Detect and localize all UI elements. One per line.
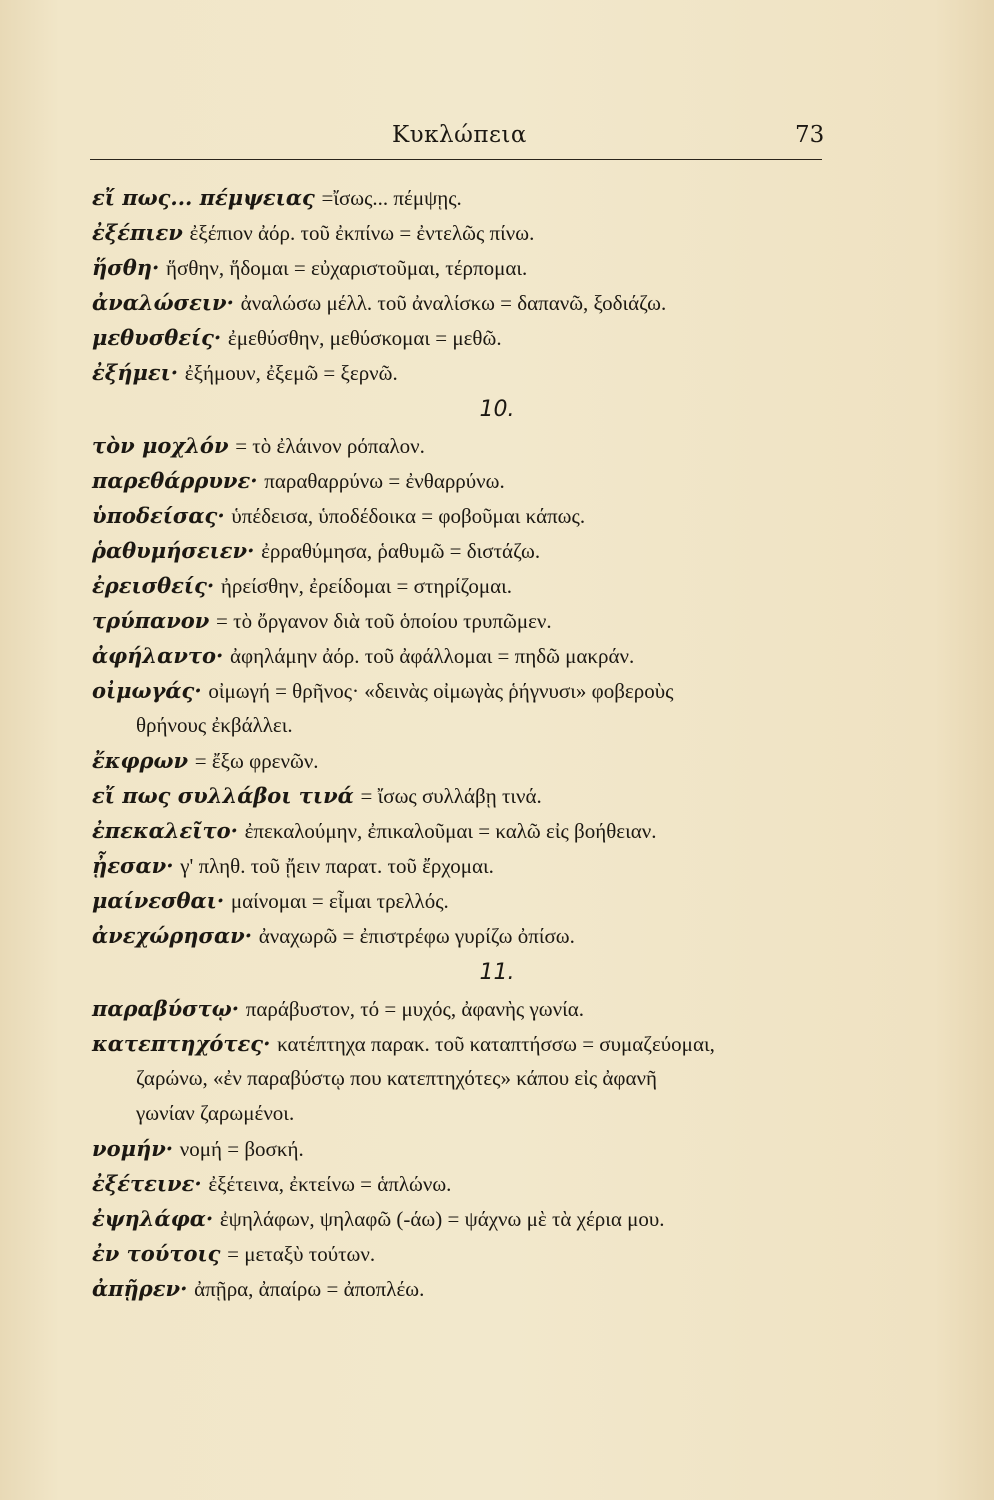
glossary-continuation [0, 708, 994, 743]
entry-lemma: τὸν μοχλόν [92, 433, 229, 458]
glossary-entry [0, 991, 994, 1026]
entry-gloss: ὑπέδεισα, ὑποδέδοικα = φοβοῦμαι κάπως. [231, 504, 586, 528]
section-number: 10. [479, 397, 515, 422]
entry-gloss: γ' πληθ. τοῦ ᾔειν παρατ. τοῦ ἔρχομαι. [180, 854, 494, 878]
entry-lemma: οἰμωγάς· [92, 678, 202, 703]
glossary-continuation [0, 1061, 994, 1096]
page-number: 73 [795, 122, 825, 148]
entry-gloss: =ἴσως... πέμψῃς. [321, 186, 462, 210]
entry-gloss: = μεταξὺ τούτων. [227, 1242, 376, 1266]
entry-lemma: παρεθάρρυνε· [92, 468, 258, 493]
entry-gloss: = τὸ ἐλάινον ρόπαλον. [235, 434, 425, 458]
entry-gloss: = τὸ ὄργανον διὰ τοῦ ὁποίου τρυπῶμεν. [216, 609, 552, 633]
glossary-entry [0, 533, 994, 568]
entry-lemma: παραβύστῳ· [92, 996, 240, 1021]
entry-lemma: ἀναλώσειν· [92, 290, 234, 315]
header-rule [90, 159, 822, 160]
glossary-entry [0, 355, 994, 390]
glossary-entry [0, 848, 994, 883]
entry-lemma: κατεπτηχότες· [92, 1031, 271, 1056]
entry-gloss: παραθαρρύνω = ἐνθαρρύνω. [264, 469, 505, 493]
entry-gloss: νομή = βοσκή. [179, 1137, 304, 1161]
entry-gloss: ἥσθην, ἥδομαι = εὐχαριστοῦμαι, τέρπομαι. [166, 256, 528, 280]
entry-lemma: ἐρεισθείς· [92, 573, 215, 598]
glossary-entry [0, 1236, 994, 1271]
glossary-entry [0, 813, 994, 848]
glossary-entry [0, 1131, 994, 1166]
entry-lemma: νομήν· [92, 1136, 174, 1161]
glossary-entry [0, 638, 994, 673]
entry-gloss: ἐρραθύμησα, ῥαθυμῶ = διστάζω. [261, 539, 541, 563]
entry-lemma: ἐν τούτοις [92, 1241, 221, 1266]
glossary-entry [0, 180, 994, 215]
entry-gloss: ἐψηλάφων, ψηλαφῶ (-άω) = ψάχνω μὲ τὰ χέρια μου. [219, 1207, 665, 1231]
glossary-entry [0, 250, 994, 285]
entry-gloss: ἀπῇρα, ἀπαίρω = ἀποπλέω. [194, 1277, 425, 1301]
entry-lemma: ὑποδείσας· [92, 503, 225, 528]
entry-lemma: μαίνεσθαι· [92, 888, 225, 913]
section-heading [0, 390, 994, 428]
glossary-entry [0, 568, 994, 603]
entry-lemma: ἐξήμει· [92, 360, 179, 385]
glossary-entry [0, 673, 994, 708]
running-head [0, 122, 994, 158]
gloss-text: γωνίαν ζαρωμένοι. [136, 1101, 295, 1125]
entry-lemma: ἀπῇρεν· [92, 1276, 188, 1301]
entry-gloss: ἐξέτεινα, ἐκτείνω = ἁπλώνω. [208, 1172, 452, 1196]
entry-gloss: ἐμεθύσθην, μεθύσκομαι = μεθῶ. [227, 326, 502, 350]
glossary-entry [0, 778, 994, 813]
entry-lemma: εἴ πως... πέμψειας [92, 185, 315, 210]
entry-lemma: ἀφήλαντο· [92, 643, 224, 668]
glossary-entry [0, 463, 994, 498]
section-number: 11. [479, 960, 515, 985]
glossary-entry [0, 918, 994, 953]
entry-lemma: ἐξέτεινε· [92, 1171, 202, 1196]
entry-gloss: ἠρείσθην, ἐρείδομαι = στηρίζομαι. [220, 574, 513, 598]
entry-gloss: ἀφηλάμην ἀόρ. τοῦ ἀφάλλομαι = πηδῶ μακράν. [230, 644, 635, 668]
entry-gloss: = ἔξω φρενῶν. [194, 749, 319, 773]
gloss-text: θρήνους ἐκβάλλει. [136, 713, 293, 737]
glossary-entry [0, 603, 994, 638]
entry-gloss: ἐξήμουν, ἐξεμῶ = ξερνῶ. [184, 361, 398, 385]
entry-lemma: ἐπεκαλεῖτο· [92, 818, 238, 843]
entry-gloss: ἐξέπιον ἀόρ. τοῦ ἐκπίνω = ἐντελῶς πίνω. [189, 221, 535, 245]
entry-lemma: ἔκφρων [92, 748, 189, 773]
entry-lemma: εἴ πως συλλάβοι τινά [92, 783, 354, 808]
entry-lemma: ἀνεχώρησαν· [92, 923, 253, 948]
entry-gloss: παράβυστον, τό = μυχός, ἀφανὴς γωνία. [245, 997, 584, 1021]
entry-gloss: ἀναχωρῶ = ἐπιστρέφω γυρίζω ὀπίσω. [258, 924, 575, 948]
entry-gloss: ἐπεκαλούμην, ἐπικαλοῦμαι = καλῶ εἰς βοήθειαν. [244, 819, 657, 843]
glossary-entry [0, 1026, 994, 1061]
entry-lemma: ἐξέπιεν [92, 220, 183, 245]
glossary-entry [0, 498, 994, 533]
gloss-text: ζαρώνω, «ἐν παραβύστῳ που κατεπτηχότες» κάπου εἰς ἀφανῆ [136, 1066, 658, 1090]
entry-gloss: = ἴσως συλλάβῃ τινά. [360, 784, 542, 808]
glossary-continuation [0, 1096, 994, 1131]
entry-lemma: ῥαθυμήσειεν· [92, 538, 255, 563]
entry-gloss: μαίνομαι = εἶμαι τρελλός. [230, 889, 449, 913]
entry-lemma: ἐψηλάφα· [92, 1206, 214, 1231]
entry-lemma: ᾖεσαν· [92, 853, 174, 878]
glossary-entry [0, 215, 994, 250]
section-heading [0, 953, 994, 991]
entry-lemma: μεθυσθείς· [92, 325, 222, 350]
glossary-entry [0, 1166, 994, 1201]
glossary-list [0, 180, 994, 1306]
glossary-entry [0, 1201, 994, 1236]
glossary-entry [0, 743, 994, 778]
entry-gloss: κατέπτηχα παρακ. τοῦ καταπτήσσω = συμαζεύομαι, [277, 1032, 715, 1056]
glossary-entry [0, 883, 994, 918]
glossary-entry [0, 285, 994, 320]
entry-gloss: οἰμωγή = θρῆνος· «δεινὰς οἰμωγὰς ῥήγνυσι» φοβεροὺς [208, 679, 674, 703]
entry-lemma: ἥσθη· [92, 255, 160, 280]
glossary-entry [0, 428, 994, 463]
entry-gloss: ἀναλώσω μέλλ. τοῦ ἀναλίσκω = δαπανῶ, ξοδιάζω. [240, 291, 667, 315]
glossary-entry [0, 320, 994, 355]
running-title: Κυκλώπεια [392, 122, 527, 148]
glossary-entry [0, 1271, 994, 1306]
entry-lemma: τρύπανον [92, 608, 210, 633]
